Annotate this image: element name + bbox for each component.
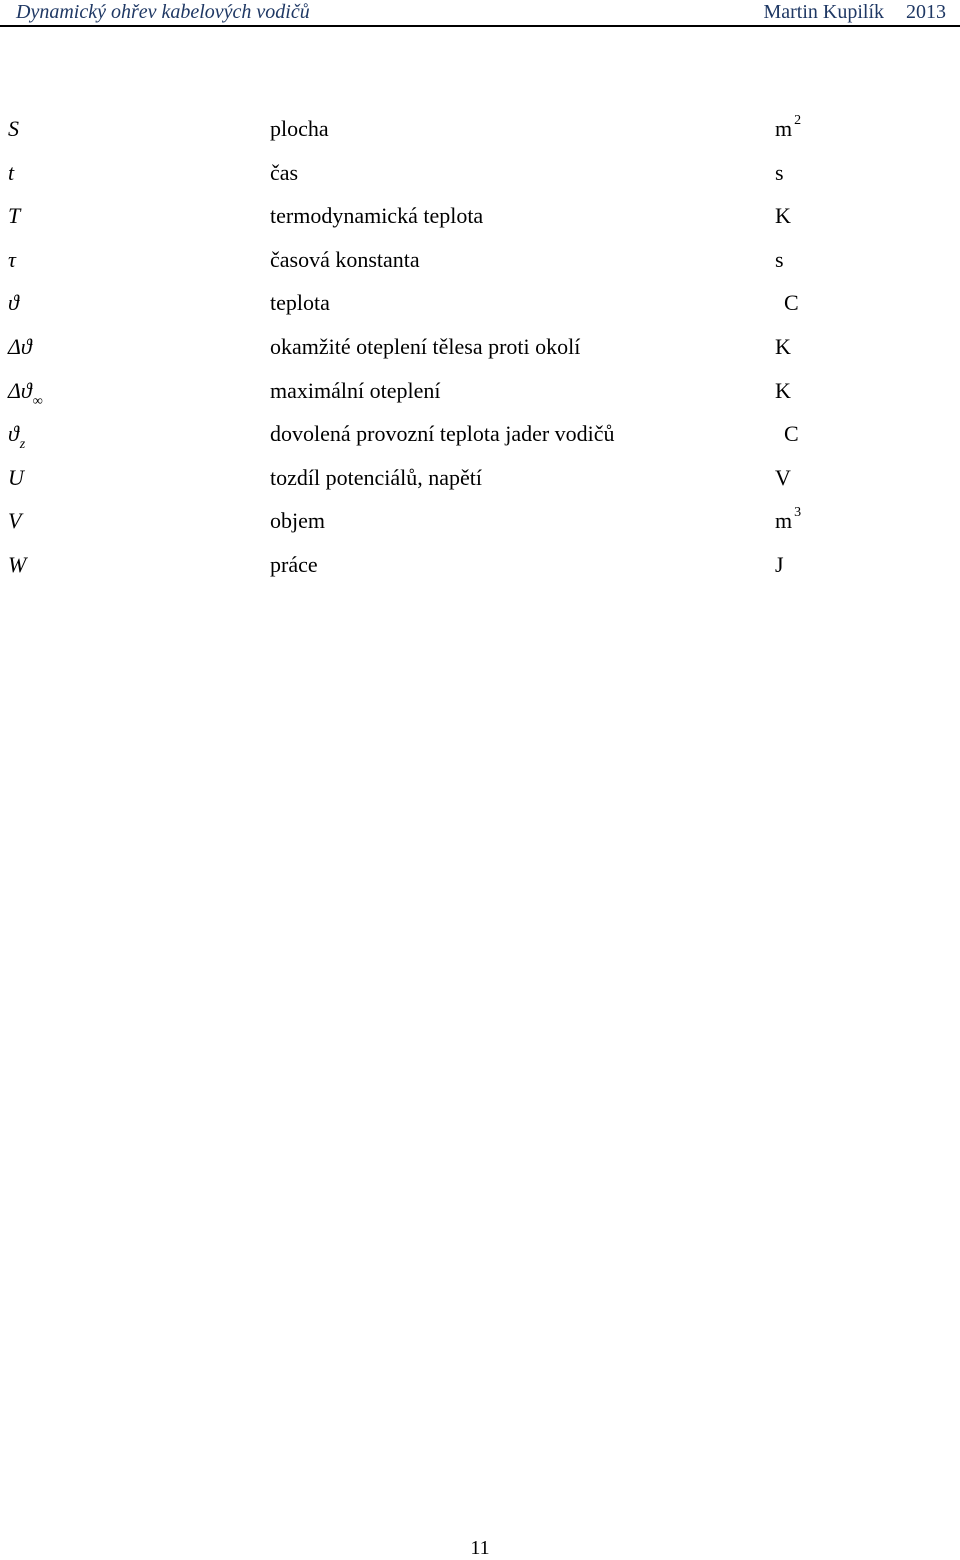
symbol: V [8, 508, 22, 534]
symbol-row [0, 193, 960, 237]
symbol-row [0, 106, 960, 150]
symbol-unit: K [775, 377, 791, 403]
symbol-unit [775, 113, 802, 142]
symbol-unit: s [775, 159, 784, 185]
unit-text: C [784, 290, 799, 316]
symbol-subscript: z [19, 437, 26, 453]
symbol-row [0, 455, 960, 499]
page-header [0, 0, 960, 27]
symbol-description: tozdíl potenciálů, napětí [270, 464, 482, 490]
symbol-row [0, 542, 960, 586]
document-title: Dynamický ohřev kabelových vodičů [16, 1, 310, 23]
symbol-unit: K [775, 203, 791, 229]
unit-text: m [775, 116, 793, 141]
unit-text: C [784, 421, 799, 447]
symbol: t [8, 159, 15, 185]
symbol [8, 377, 43, 409]
symbol-row [0, 498, 960, 542]
symbol-unit: K [775, 333, 791, 359]
symbol: τ [8, 246, 16, 272]
symbol-row [0, 324, 960, 368]
symbol-base: ϑ [8, 421, 19, 447]
symbol [8, 421, 26, 453]
symbol-unit [775, 421, 799, 447]
symbol-row [0, 150, 960, 194]
symbol-description: okamžité oteplení tělesa proti okolí [270, 333, 581, 359]
symbol-list [0, 106, 960, 586]
symbol-description: maximální oteplení [270, 377, 441, 403]
symbol-unit [775, 290, 799, 316]
symbol: ϑ [8, 290, 19, 316]
symbol-subscript: ∞ [32, 393, 43, 409]
unit-text: m [775, 508, 793, 534]
symbol: W [8, 551, 27, 577]
symbol-description: plocha [270, 116, 329, 141]
symbol: U [8, 464, 24, 490]
symbol-base: Δϑ [8, 377, 32, 403]
unit-exponent: 2 [794, 113, 802, 128]
symbol: Δϑ [8, 333, 32, 359]
symbol-unit: s [775, 246, 784, 272]
page-number: 11 [470, 1537, 490, 1559]
symbol-unit [775, 505, 802, 534]
symbol-unit: V [775, 464, 791, 490]
symbol: T [8, 203, 21, 229]
symbol-row [0, 368, 960, 412]
symbol-row [0, 411, 960, 455]
symbol-description: dovolená provozní teplota jader vodičů [270, 421, 615, 447]
unit-exponent: 3 [794, 505, 802, 521]
symbol-description: objem [270, 508, 325, 534]
symbol: S [8, 116, 19, 141]
symbol-description: teplota [270, 290, 330, 316]
document-author: Martin Kupilík [763, 1, 884, 23]
symbol-description: práce [270, 551, 318, 577]
symbol-unit: J [775, 551, 784, 577]
header-author-year [763, 1, 946, 24]
symbol-description: časová konstanta [270, 246, 420, 272]
document-year: 2013 [906, 1, 946, 23]
symbol-description: čas [270, 159, 299, 185]
symbol-row [0, 280, 960, 324]
symbol-description: termodynamická teplota [270, 203, 484, 229]
symbol-row [0, 237, 960, 281]
